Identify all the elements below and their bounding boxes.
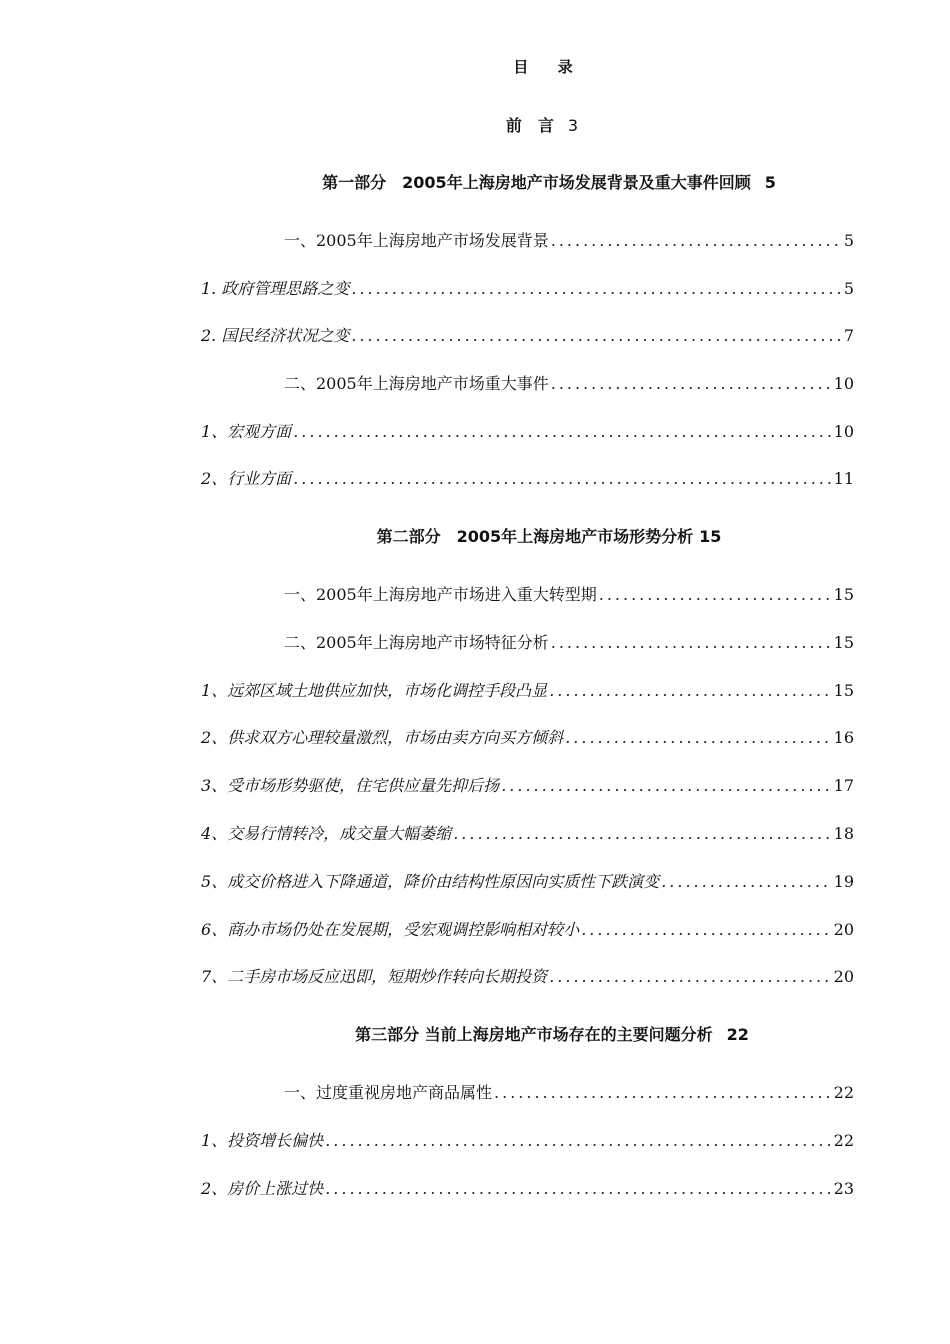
part3-heading-text: 第三部分 当前上海房地产市场存在的主要问题分析 bbox=[355, 1025, 713, 1044]
toc-entry-page: 10 bbox=[833, 422, 854, 441]
toc-entry-page: 18 bbox=[833, 824, 854, 843]
leader-dots bbox=[501, 776, 831, 795]
toc-entry[interactable] bbox=[201, 773, 854, 796]
part2-heading bbox=[0, 524, 950, 547]
toc-entry-text: 1、投资增长偏快 bbox=[201, 1131, 324, 1150]
toc-entry-page: 22 bbox=[833, 1083, 854, 1102]
part3-heading bbox=[0, 1022, 950, 1045]
leader-dots bbox=[549, 681, 831, 700]
leader-dots bbox=[325, 1131, 831, 1150]
toc-entry-text: 5、成交价格进入下降通道，降价由结构性原因向实质性下跌演变 bbox=[201, 872, 660, 891]
toc-entry[interactable] bbox=[201, 1128, 854, 1151]
leader-dots bbox=[551, 374, 832, 393]
toc-entry-page: 20 bbox=[833, 967, 854, 986]
preface-heading bbox=[0, 113, 950, 136]
toc-entry-text: 1、宏观方面 bbox=[201, 422, 292, 441]
preface-label: 前 言 bbox=[505, 116, 554, 135]
part1-heading-text: 第一部分 2005年上海房地产市场发展背景及重大事件回顾 bbox=[322, 173, 751, 192]
toc-entry-page: 22 bbox=[833, 1131, 854, 1150]
leader-dots bbox=[351, 326, 841, 345]
leader-dots bbox=[351, 279, 841, 298]
toc-entry-text: 2、行业方面 bbox=[201, 469, 292, 488]
toc-entry[interactable] bbox=[284, 582, 854, 605]
toc-entry[interactable] bbox=[201, 964, 854, 987]
toc-entry-text: 2、供求双方心理较量激烈，市场由卖方向买方倾斜 bbox=[201, 728, 564, 747]
toc-entry-text: 3、受市场形势驱使，住宅供应量先抑后扬 bbox=[201, 776, 500, 795]
toc-entry[interactable] bbox=[201, 678, 854, 701]
toc-entry-text: 二、2005年上海房地产市场重大事件 bbox=[284, 374, 549, 393]
toc-entry-text: 一、过度重视房地产商品属性 bbox=[284, 1083, 493, 1102]
toc-entry-page: 17 bbox=[833, 776, 854, 795]
toc-entry-text: 一、2005年上海房地产市场进入重大转型期 bbox=[284, 585, 597, 604]
toc-entry[interactable] bbox=[201, 323, 854, 346]
toc-entry[interactable] bbox=[201, 917, 854, 940]
toc-entry[interactable] bbox=[201, 725, 854, 748]
toc-entry-page: 16 bbox=[833, 728, 854, 747]
toc-entry[interactable] bbox=[284, 371, 854, 394]
toc-entry[interactable] bbox=[284, 228, 854, 251]
toc-entry-text: 6、商办市场仍处在发展期，受宏观调控影响相对较小 bbox=[201, 920, 580, 939]
toc-entry-page: 23 bbox=[833, 1179, 854, 1198]
leader-dots bbox=[494, 1083, 832, 1102]
leader-dots bbox=[325, 1179, 831, 1198]
toc-entry-page: 5 bbox=[843, 231, 854, 250]
toc-title: 目 录 bbox=[513, 58, 585, 76]
leader-dots bbox=[453, 824, 831, 843]
part3-heading-page: 22 bbox=[726, 1025, 749, 1044]
toc-entry-page: 15 bbox=[833, 585, 854, 604]
toc-entry-page: 11 bbox=[833, 469, 854, 488]
leader-dots bbox=[549, 967, 831, 986]
toc-entry[interactable] bbox=[201, 869, 854, 892]
toc-entry-text: 4、交易行情转冷，成交量大幅萎缩 bbox=[201, 824, 452, 843]
toc-entry-page: 7 bbox=[843, 326, 854, 345]
toc-entry-page: 15 bbox=[833, 633, 854, 652]
part1-heading bbox=[0, 170, 950, 193]
toc-entry-text: 2. 国民经济状况之变 bbox=[201, 326, 350, 345]
part2-heading-page: 15 bbox=[699, 527, 722, 546]
leader-dots bbox=[293, 422, 831, 441]
toc-entry[interactable] bbox=[201, 419, 854, 442]
toc-entry-text: 1. 政府管理思路之变 bbox=[201, 279, 350, 298]
leader-dots bbox=[565, 728, 831, 747]
toc-entry[interactable] bbox=[284, 1080, 854, 1103]
leader-dots bbox=[293, 469, 831, 488]
toc-entry[interactable] bbox=[284, 630, 854, 653]
toc-entry-page: 5 bbox=[843, 279, 854, 298]
toc-entry-text: 一、2005年上海房地产市场发展背景 bbox=[284, 231, 549, 250]
toc-entry-text: 7、二手房市场反应迅即，短期炒作转向长期投资 bbox=[201, 967, 548, 986]
leader-dots bbox=[581, 920, 831, 939]
leader-dots bbox=[551, 231, 842, 250]
toc-entry[interactable] bbox=[201, 276, 854, 299]
toc-entry-page: 20 bbox=[833, 920, 854, 939]
preface-page: 3 bbox=[567, 116, 579, 135]
toc-entry-page: 15 bbox=[833, 681, 854, 700]
toc-entry-page: 19 bbox=[833, 872, 854, 891]
part1-heading-page: 5 bbox=[764, 173, 776, 192]
leader-dots bbox=[661, 872, 831, 891]
leader-dots bbox=[599, 585, 832, 604]
toc-entry-text: 2、房价上涨过快 bbox=[201, 1179, 324, 1198]
toc-entry[interactable] bbox=[201, 821, 854, 844]
leader-dots bbox=[551, 633, 832, 652]
toc-entry-text: 1、远郊区域土地供应加快，市场化调控手段凸显 bbox=[201, 681, 548, 700]
toc-entry-text: 二、2005年上海房地产市场特征分析 bbox=[284, 633, 549, 652]
toc-entry[interactable] bbox=[201, 1176, 854, 1199]
toc-entry[interactable] bbox=[201, 466, 854, 489]
part2-heading-text: 第二部分 2005年上海房地产市场形势分析 bbox=[376, 527, 694, 546]
toc-entry-page: 10 bbox=[833, 374, 854, 393]
